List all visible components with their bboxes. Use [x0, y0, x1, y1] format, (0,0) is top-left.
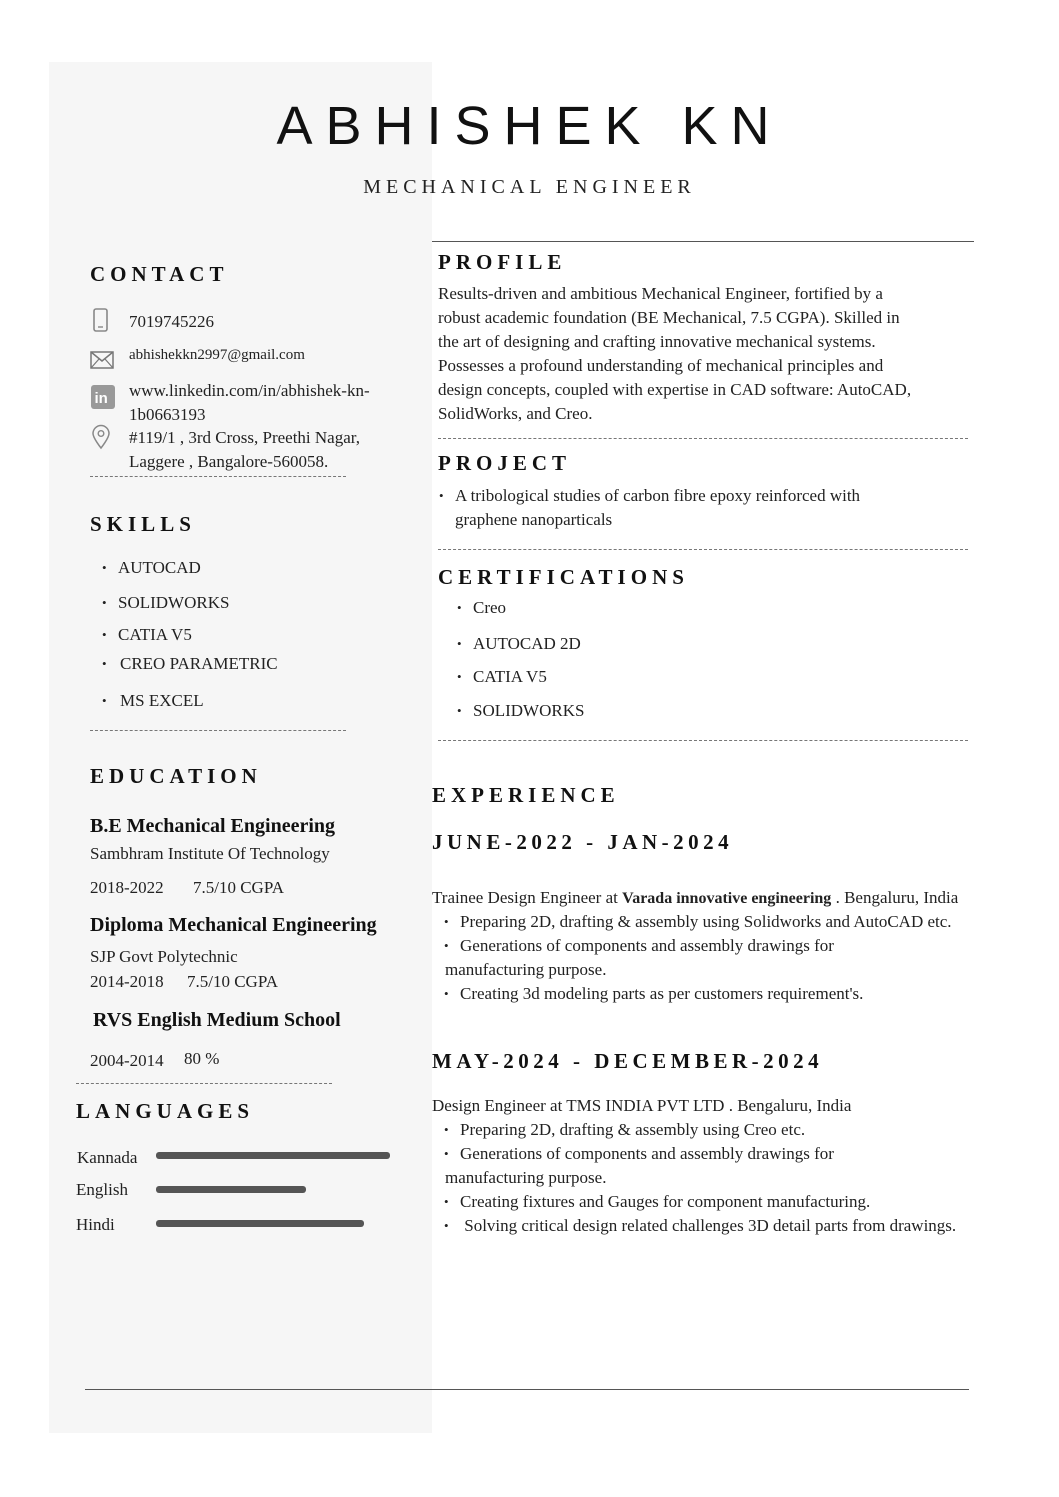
certification-item: • CATIA V5: [457, 665, 547, 689]
education-score: 80 %: [184, 1049, 220, 1068]
job-duties: [444, 1118, 1044, 1238]
job-title: MECHANICAL ENGINEER: [363, 176, 696, 198]
duty-item: • Creating fixtures and Gauges for component manufacturing.: [444, 1190, 1044, 1214]
duty-item-continued: manufacturing purpose.: [445, 1168, 607, 1187]
certification-item: • SOLIDWORKS: [457, 699, 584, 723]
skill-item: • CATIA V5: [102, 623, 192, 647]
language-level-bar: [156, 1220, 364, 1227]
address-line-1: #119/1 , 3rd Cross, Preethi Nagar,: [129, 428, 360, 447]
job-role: Design Engineer at TMS INDIA PVT LTD . Bengaluru, India: [432, 1096, 852, 1115]
contact-linkedin-link[interactable]: [129, 379, 370, 427]
job-duties: [444, 910, 1044, 1006]
certification-item: • Creo: [457, 596, 506, 620]
duty-item: • Generations of components and assembly drawings for: [444, 934, 1044, 958]
language-name: Hindi: [76, 1215, 115, 1234]
education-degree: B.E Mechanical Engineering: [90, 815, 335, 837]
duty-item: • Preparing 2D, drafting & assembly using Solidworks and AutoCAD etc.: [444, 910, 1044, 934]
language-name: English: [76, 1180, 128, 1199]
skill-item: • CREO PARAMETRIC: [102, 652, 278, 676]
skill-item: • SOLIDWORKS: [102, 591, 229, 615]
profile-summary: Results-driven and ambitious Mechanical Engineer, fortified by a robust academic foundation (BE Mechanical, 7.5 CGPA). Skilled in the art of designing and crafting innovative mechanical systems. Possesses a profound understanding of mechanical principles and design concepts, coupled with expertise in CAD software: AutoCAD, SolidWorks, and Creo.: [438, 284, 912, 423]
project-item: • A tribological studies of carbon fibre epoxy reinforced with graphene nanoparticals: [439, 484, 860, 532]
divider: [438, 549, 968, 550]
divider: [438, 438, 968, 439]
divider: [90, 476, 346, 477]
certifications-heading: CERTIFICATIONS: [438, 565, 689, 589]
candidate-name: ABHISHEK KN: [276, 96, 783, 156]
job-period: JUNE-2022 - JAN-2024: [432, 830, 734, 854]
job-period: MAY-2024 - DECEMBER-2024: [432, 1049, 824, 1073]
education-heading: EDUCATION: [90, 764, 262, 788]
profile-heading: PROFILE: [438, 250, 567, 274]
project-heading: PROJECT: [438, 451, 572, 475]
skills-heading: SKILLS: [90, 512, 196, 536]
contact-phone: 7019745226: [129, 312, 214, 331]
address-line-2: Laggere , Bangalore-560058.: [129, 452, 329, 471]
duty-item: • Generations of components and assembly drawings for: [444, 1142, 1044, 1166]
education-years: 2004-2014: [90, 1051, 164, 1070]
education-years: 2014-2018: [90, 972, 164, 991]
duty-item: • Preparing 2D, drafting & assembly using Creo etc.: [444, 1118, 1044, 1142]
divider: [432, 241, 974, 242]
language-level-bar: [156, 1152, 390, 1159]
footer-rule: [85, 1389, 969, 1390]
divider: [438, 740, 968, 741]
divider: [76, 1083, 332, 1084]
company-name: Varada innovative engineering: [622, 890, 832, 907]
linkedin-icon: [90, 384, 116, 410]
education-school: Sambhram Institute Of Technology: [90, 844, 330, 863]
language-level-bar: [156, 1186, 306, 1193]
skill-item: • AUTOCAD: [102, 556, 201, 580]
linkedin-line-2: 1b0663193: [129, 405, 206, 424]
language-name: Kannada: [77, 1148, 138, 1167]
job-role: Trainee Design Engineer at Varada innovative engineering . Bengaluru, India: [432, 888, 959, 907]
skill-item: • MS EXCEL: [102, 689, 204, 713]
education-degree: RVS English Medium School: [93, 1009, 341, 1031]
education-score: 7.5/10 CGPA: [193, 878, 285, 897]
education-years: 2018-2022: [90, 878, 164, 897]
certification-item: • AUTOCAD 2D: [457, 632, 581, 656]
duty-item: • Creating 3d modeling parts as per customers requirement's.: [444, 982, 1044, 1006]
duty-item: • Solving critical design related challenges 3D detail parts from drawings.: [444, 1214, 1044, 1238]
phone-icon: [88, 307, 114, 333]
education-score: 7.5/10 CGPA: [187, 972, 279, 991]
contact-email-link[interactable]: abhishekkn2997@gmail.com: [129, 347, 305, 363]
contact-address: [129, 426, 360, 474]
divider: [90, 730, 346, 731]
education-school: SJP Govt Polytechnic: [90, 947, 238, 966]
linkedin-line-1: www.linkedin.com/in/abhishek-kn-: [129, 381, 370, 400]
education-degree: Diploma Mechanical Engineering: [90, 914, 377, 936]
experience-heading: EXPERIENCE: [432, 783, 620, 807]
contact-heading: CONTACT: [90, 262, 229, 286]
languages-heading: LANGUAGES: [76, 1099, 255, 1123]
duty-item-continued: manufacturing purpose.: [445, 960, 607, 979]
svg-text:in: in: [94, 390, 108, 407]
location-pin-icon: [88, 424, 114, 450]
mail-icon: [89, 347, 115, 373]
